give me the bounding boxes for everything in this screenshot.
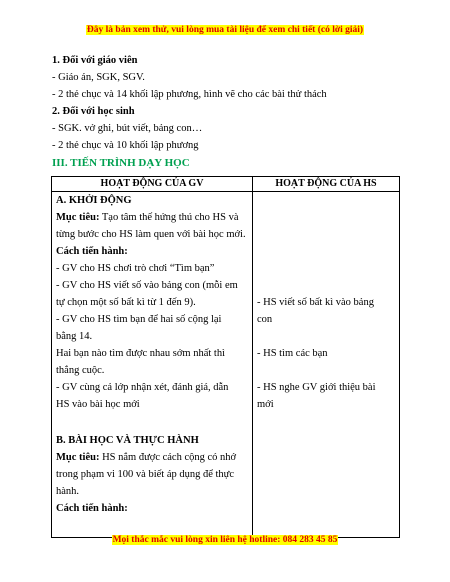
goal-label: Mục tiêu: — [56, 452, 100, 463]
section-b-title: B. BÀI HỌC VÀ THỰC HÀNH — [56, 435, 199, 446]
hs-step: - HS nghe GV giới thiệu bài — [257, 382, 376, 393]
bottom-banner-text: Mọi thắc mắc vui lòng xin liên hệ hotline: 084 283 45 85 — [112, 535, 338, 545]
header-hs: HOẠT ĐỘNG CỦA HS — [253, 177, 400, 192]
student-item: - 2 thẻ chục và 10 khối lập phương — [52, 140, 199, 151]
teacher-heading: 1. Đối với giáo viên — [52, 55, 138, 66]
teacher-item: - 2 thẻ chục và 14 khối lập phương, hình vẽ cho các bài thử thách — [52, 89, 327, 100]
top-banner — [0, 25, 450, 35]
bottom-banner — [0, 535, 450, 545]
lesson-plan-table — [51, 176, 400, 538]
section-a-goal-cont: từng bước cho HS làm quen với bài học mới. — [56, 229, 246, 240]
goal-text: HS nắm được cách cộng có nhớ — [99, 452, 237, 463]
goal-text: Tạo tâm thế hứng thú cho HS và — [99, 212, 239, 223]
gv-step: tự chọn một số bất kì từ 1 đến 9). — [56, 297, 196, 308]
gv-step: - GV cùng cả lớp nhận xét, đánh giá, dẫn — [56, 382, 229, 393]
section-b-goal — [56, 450, 247, 466]
gv-step: HS vào bài học mới — [56, 399, 140, 410]
section-b-goal-cont: trong phạm vi 100 và biết áp dụng để thực — [56, 469, 235, 480]
table-row — [52, 192, 400, 538]
hs-step: con — [257, 314, 273, 325]
section-a-goal — [56, 210, 247, 226]
section-a-method: Cách tiến hành: — [56, 246, 128, 257]
teacher-item: - Giáo án, SGK, SGV. — [52, 72, 145, 83]
gv-step: bằng 14. — [56, 331, 93, 342]
gv-step: thắng cuộc. — [56, 365, 105, 376]
section-a-title: A. KHỞI ĐỘNG — [56, 195, 132, 206]
section-title: III. TIẾN TRÌNH DẠY HỌC — [52, 157, 190, 169]
section-b-method: Cách tiến hành: — [56, 503, 128, 514]
goal-label: Mục tiêu: — [56, 212, 100, 223]
hs-cell — [253, 192, 400, 538]
section-b-goal-cont: hành. — [56, 486, 80, 497]
gv-step: - GV cho HS chơi trò chơi “Tìm bạn” — [56, 263, 215, 274]
table-header-row — [52, 177, 400, 192]
hs-step: mới — [257, 399, 274, 410]
gv-step: - GV cho HS tìm bạn để hai số cộng lại — [56, 314, 222, 325]
hs-step: - HS viết số bất kì vào bảng — [257, 297, 374, 308]
hs-step: - HS tìm các bạn — [257, 348, 328, 359]
gv-step: Hai bạn nào tìm được nhau sớm nhất thì — [56, 348, 226, 359]
header-gv: HOẠT ĐỘNG CỦA GV — [52, 177, 253, 192]
student-item: - SGK. vở ghi, bút viết, bảng con… — [52, 123, 203, 134]
top-banner-text: Đây là bản xem thử, vui lòng mua tài liệu để xem chi tiết (có lời giải) — [86, 25, 364, 35]
student-heading: 2. Đối với học sinh — [52, 106, 135, 117]
gv-step: - GV cho HS viết số vào bảng con (mỗi em — [56, 280, 238, 291]
gv-cell — [52, 192, 253, 538]
